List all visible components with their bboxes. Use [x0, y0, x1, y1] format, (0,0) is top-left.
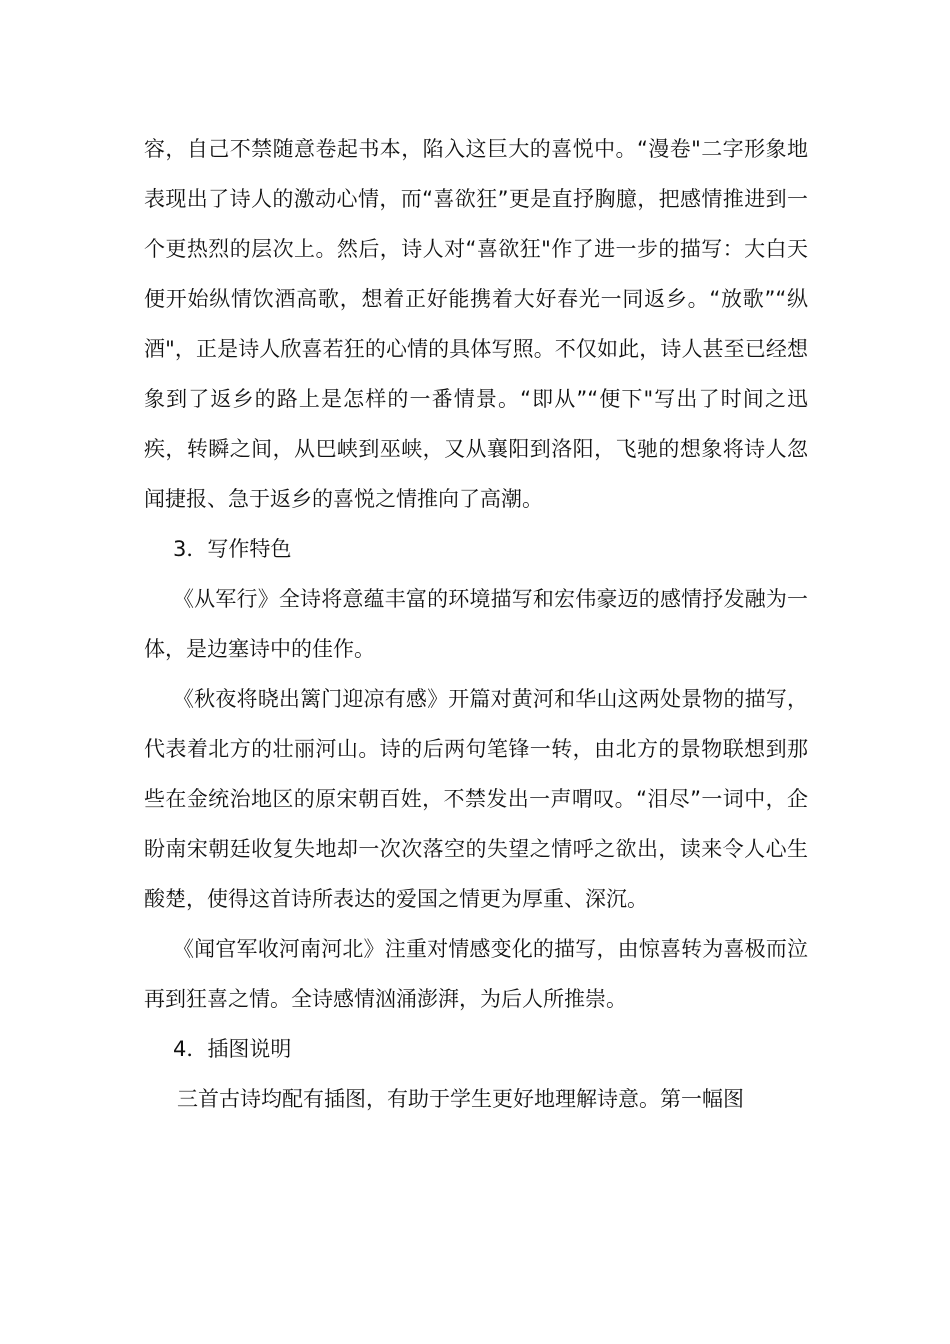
paragraph-continued-analysis: 容，自己不禁随意卷起书本，陷入这巨大的喜悦中。“漫卷"二字形象地表现出了诗人的激动心情，而“喜欲狂”更是直抒胸臆，把感情推进到一个更热烈的层次上。然后，诗人对“喜欲狂"作了进一步的描写：大白天便开始纵情饮酒高歌，想着正好能携着大好春光一同返乡。“放歌”“纵酒"，正是诗人欣喜若狂的心情的具体写照。不仅如此，诗人甚至已经想象到了返乡的路上是怎样的一番情景。“即从”“便下"写出了时间之迅疾，转瞬之间，从巴峡到巫峡，又从襄阳到洛阳，飞驰的想象将诗人忽闻捷报、急于返乡的喜悦之情推向了高潮。 [144, 137, 808, 511]
paragraph-wenguanjun: 《闻官军收河南河北》注重对情感变化的描写，由惊喜转为喜极而泣再到狂喜之情。全诗感情汹涌澎湃，为后人所推崇。 [144, 937, 808, 1011]
section-heading-writing-features: 3．写作特色 [173, 537, 292, 561]
section-heading-illustrations: 4．插图说明 [173, 1037, 292, 1061]
paragraph-illustrations: 三首古诗均配有插图，有助于学生更好地理解诗意。第一幅图 [177, 1087, 744, 1111]
paragraph-congjunxing: 《从军行》全诗将意蕴丰富的环境描写和宏伟豪迈的感情抒发融为一体，是边塞诗中的佳作。 [144, 587, 808, 661]
paragraph-qiuye: 《秋夜将晓出篱门迎凉有感》开篇对黄河和华山这两处景物的描写，代表着北方的壮丽河山。诗的后两句笔锋一转，由北方的景物联想到那些在金统治地区的原宋朝百姓，不禁发出一声喟叹。“泪尽”一词中，企盼南宋朝廷收复失地却一次次落空的失望之情呼之欲出，读来令人心生酸楚，使得这首诗所表达的爱国之情更为厚重、深沉。 [144, 687, 808, 911]
document-body [144, 124, 808, 1124]
